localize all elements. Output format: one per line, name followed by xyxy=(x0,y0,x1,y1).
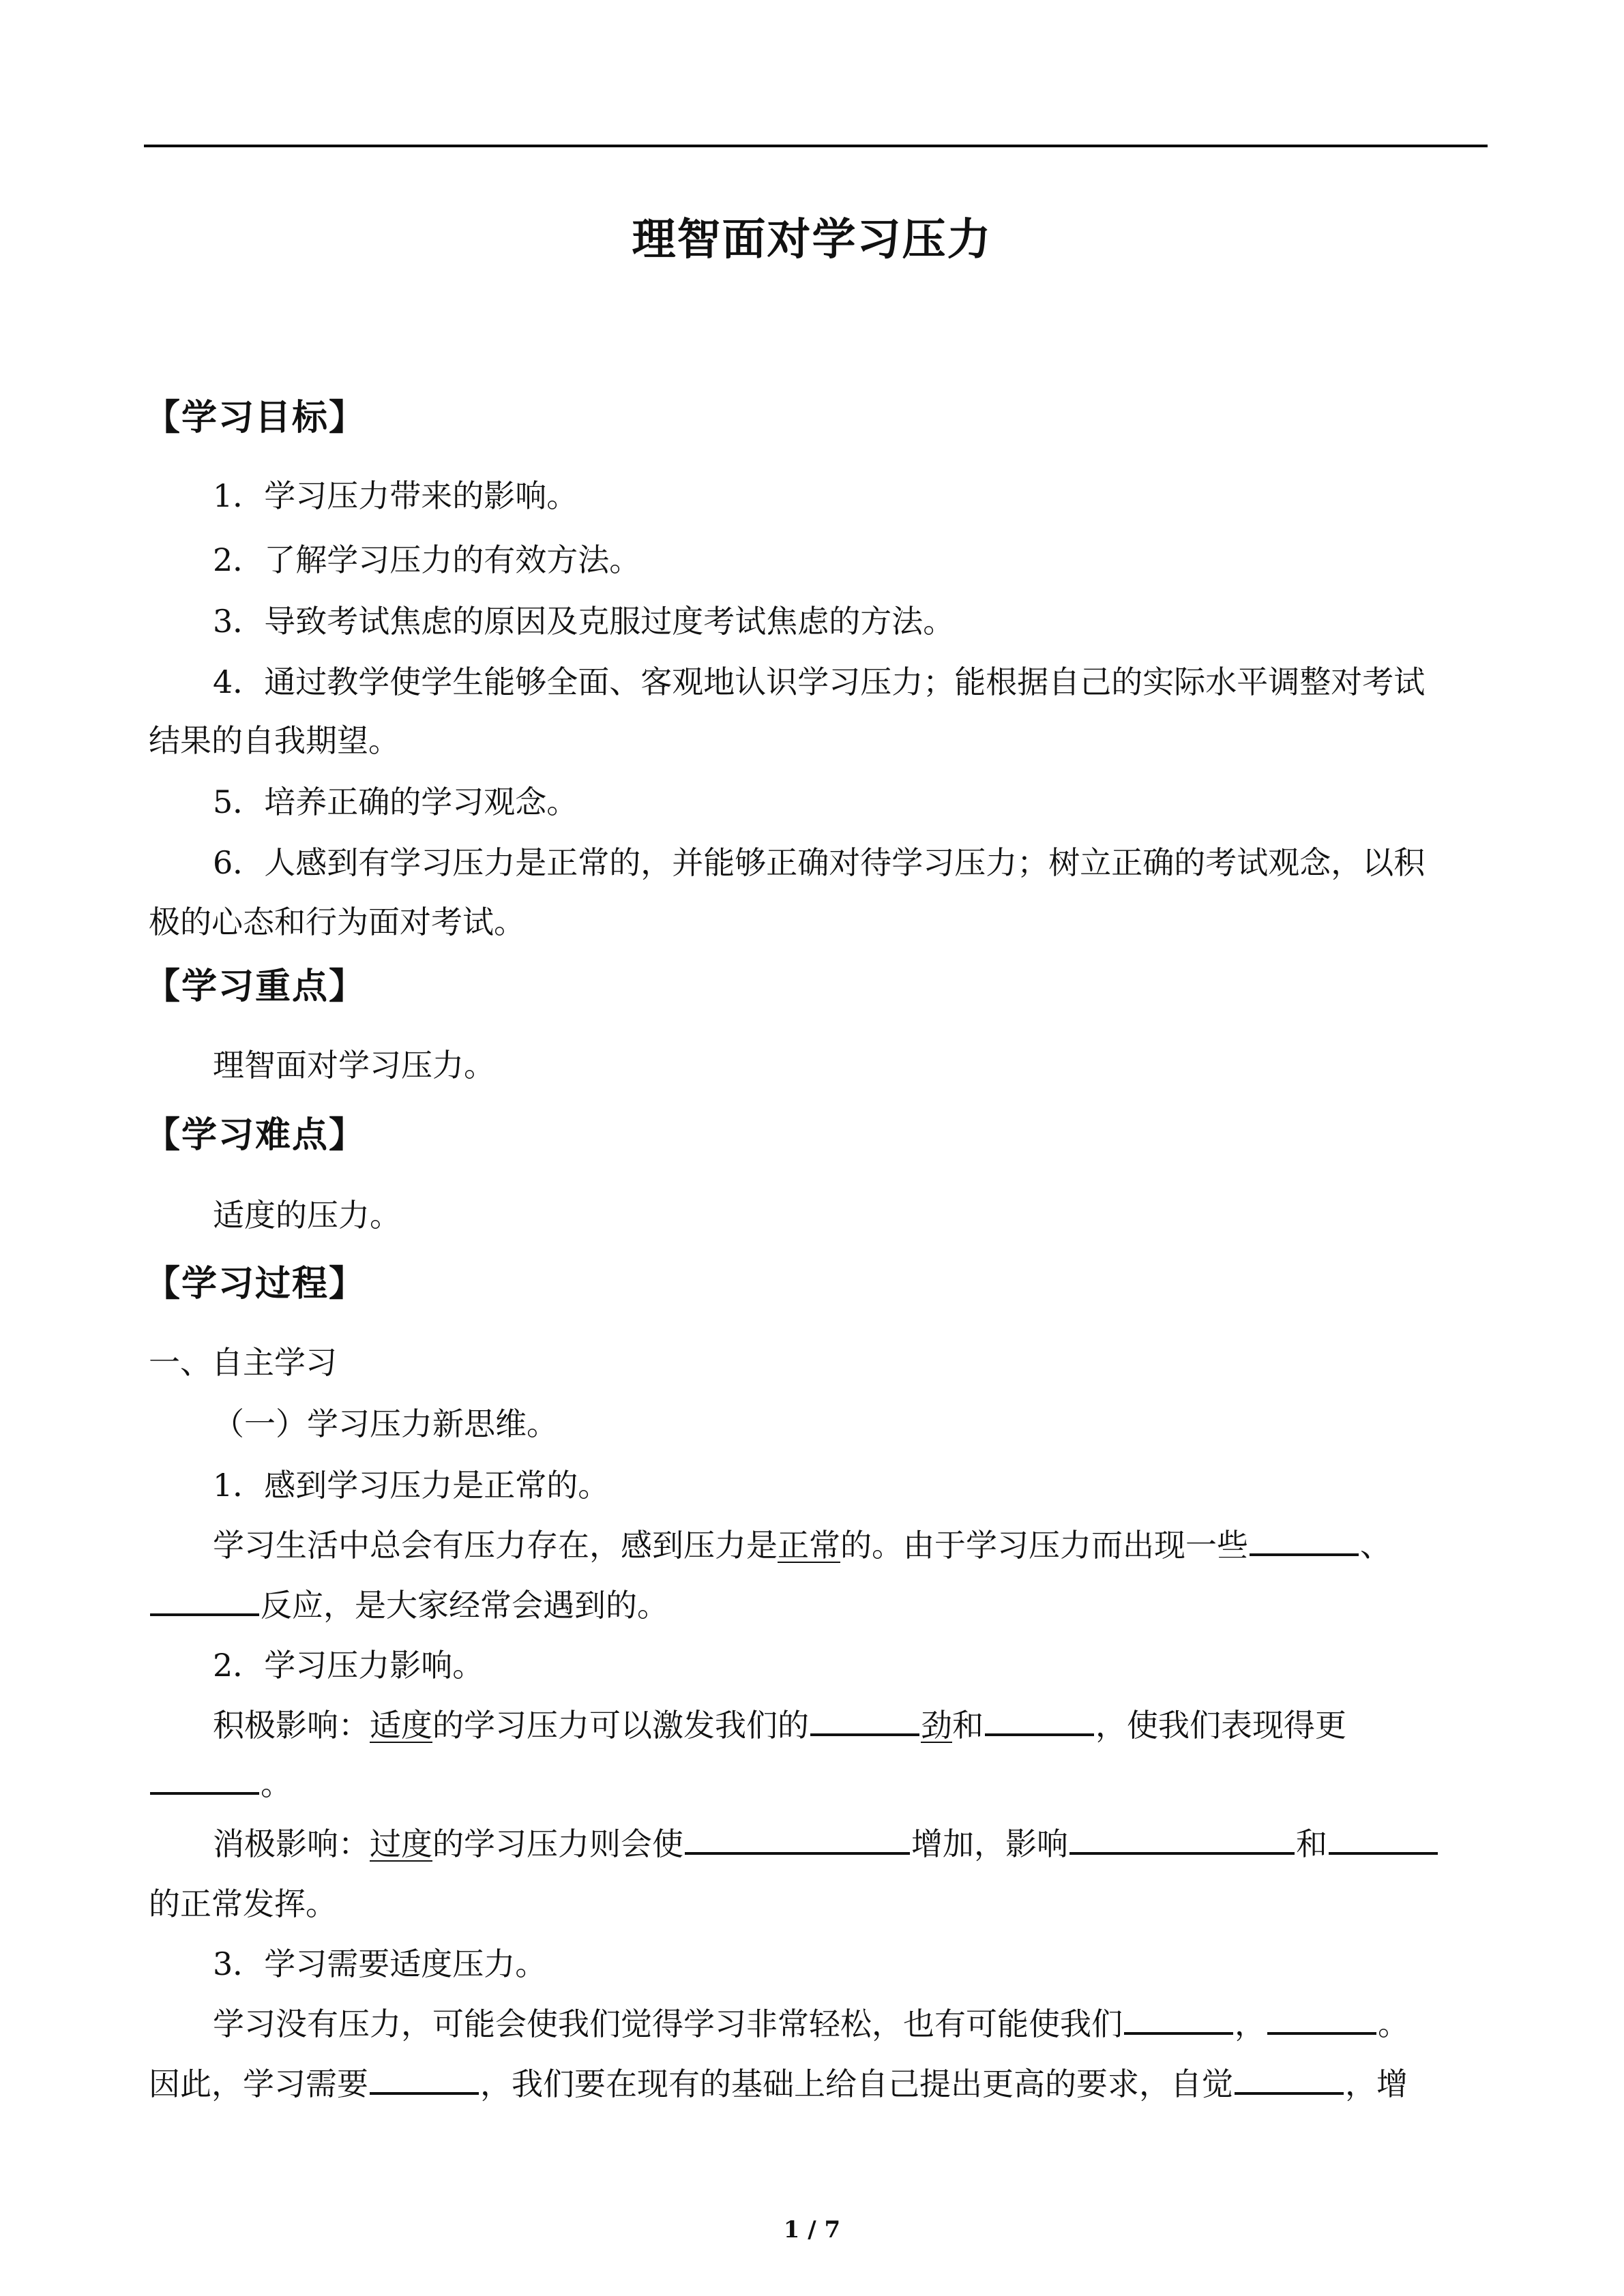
fill-blank[interactable] xyxy=(810,1733,919,1736)
paragraph-line: 因此，学习需要 ，我们要在现有的基础上给自己提出更高的要求，自觉 ，增 xyxy=(149,2066,1408,2102)
goals-heading: 【学习目标】 xyxy=(145,398,366,438)
goal-item-continued: 极的心态和行为面对考试。 xyxy=(149,904,525,940)
key-heading: 【学习重点】 xyxy=(145,966,366,1007)
fill-blank[interactable] xyxy=(370,2092,479,2095)
underlined-word: 正常 xyxy=(778,1527,840,1564)
underlined-word: 适度 xyxy=(370,1707,432,1744)
goal-item: 5．培养正确的学习观念。 xyxy=(213,784,578,820)
fill-blank[interactable] xyxy=(1267,2032,1376,2035)
goal-item: 6．人感到有学习压力是正常的，并能够正确对待学习压力；树立正确的考试观念，以积 xyxy=(213,844,1426,881)
paragraph-line: 学习生活中总会有压力存在，感到压力是正常的。由于学习压力而出现一些 、 xyxy=(213,1527,1391,1564)
point-title: 2．学习压力影响。 xyxy=(213,1647,484,1684)
paragraph-line: 学习没有压力，可能会使我们觉得学习非常轻松，也有可能使我们 ， 。 xyxy=(213,2006,1409,2042)
key-text: 理智面对学习压力。 xyxy=(213,1047,495,1084)
process-heading: 【学习过程】 xyxy=(145,1264,366,1304)
goal-item: 4．通过教学使学生能够全面、客观地认识学习压力；能根据自己的实际水平调整对考试 xyxy=(213,664,1426,700)
fill-blank[interactable] xyxy=(985,1733,1094,1736)
underlined-word: 劲 xyxy=(921,1707,952,1744)
part-heading: 一、自主学习 xyxy=(149,1344,337,1381)
difficulty-text: 适度的压力。 xyxy=(213,1197,401,1234)
difficulty-heading: 【学习难点】 xyxy=(145,1115,366,1156)
paragraph-line: 。 xyxy=(149,1763,292,1804)
sub-heading: （一）学习压力新思维。 xyxy=(213,1405,558,1442)
fill-blank[interactable] xyxy=(150,1613,259,1616)
fill-blank[interactable] xyxy=(1250,1553,1359,1556)
page-number: 1 / 7 xyxy=(783,2216,841,2243)
page-title: 理智面对学习压力 xyxy=(632,215,992,265)
paragraph-line: 的正常发挥。 xyxy=(149,1885,337,1922)
paragraph-line: 消极影响：过度的学习压力则会使 增加，影响 和 xyxy=(213,1823,1439,1864)
fill-blank[interactable] xyxy=(685,1852,910,1855)
goal-item: 2．了解学习压力的有效方法。 xyxy=(213,541,641,578)
goal-item: 1．学习压力带来的影响。 xyxy=(213,477,578,514)
paragraph-line: 反应，是大家经常会遇到的。 xyxy=(149,1585,668,1626)
goal-item: 3．导致考试焦虑的原因及克服过度考试焦虑的方法。 xyxy=(213,603,955,640)
fill-blank[interactable] xyxy=(1124,2032,1233,2035)
fill-blank[interactable] xyxy=(1329,1852,1438,1855)
fill-blank[interactable] xyxy=(150,1792,259,1795)
underlined-word: 过度 xyxy=(370,1825,432,1862)
fill-blank[interactable] xyxy=(1235,2092,1344,2095)
fill-blank[interactable] xyxy=(1069,1852,1295,1855)
point-title: 3．学习需要适度压力。 xyxy=(213,1945,547,1982)
goal-item-continued: 结果的自我期望。 xyxy=(149,722,400,759)
header-rule xyxy=(144,145,1488,147)
paragraph-line: 积极影响：适度的学习压力可以激发我们的 劲和 ，使我们表现得更 xyxy=(213,1707,1346,1744)
point-title: 1．感到学习压力是正常的。 xyxy=(213,1467,610,1504)
